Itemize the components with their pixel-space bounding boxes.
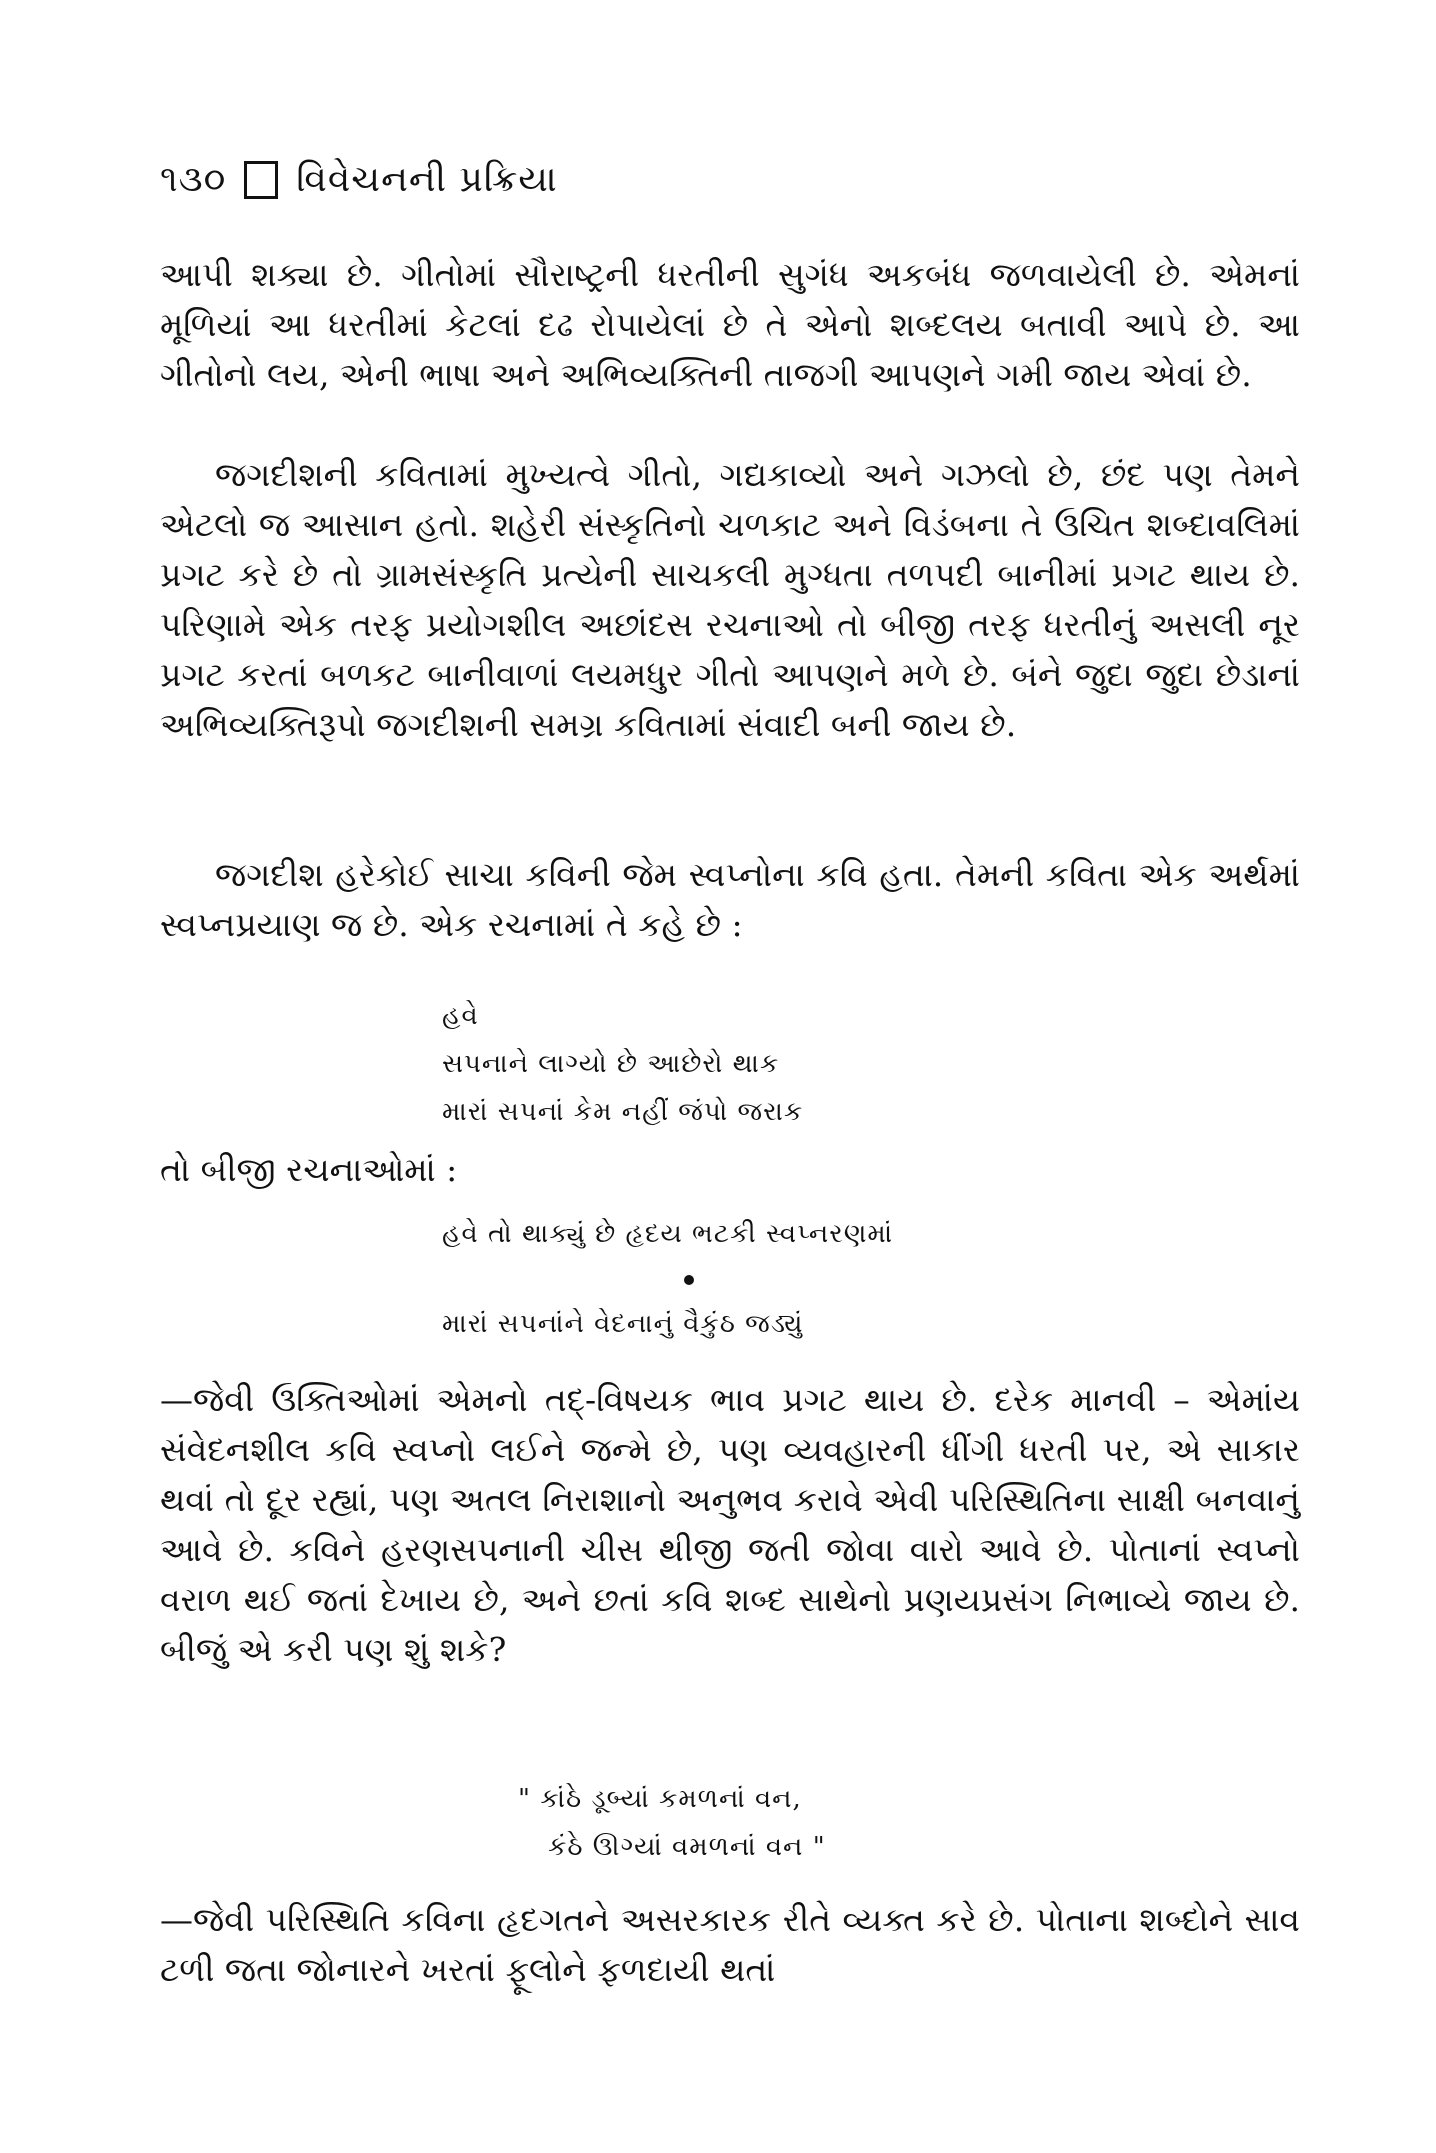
page-number: ૧૩૦: [160, 159, 227, 200]
paragraph-2: જગદીશની કવિતામાં મુખ્યત્વે ગીતો, ગદ્યકાવ્યો અને ગઝલો છે, છંદ પણ તેમને એટલો જ આસાન હતો. શહેરી સંસ્કૃતિનો ચળકાટ અને વિડંબના તે ઉચિત શબ્દાવલિમાં પ્રગટ કરે છે તો ગ્રામસંસ્કૃતિ પ્રત્યેની સાચકલી મુગ્ધતા તળપદી બાનીમાં પ્રગટ થાય છે. પરિણામે એક તરફ પ્રયોગશીલ અછાંદસ રચનાઓ તો બીજી તરફ ધરતીનું અસલી નૂર પ્રગટ કરતાં બળકટ બાનીવાળાં લયમધુર ગીતો આપણને મળે છે. બંને જુદા જુદા છેડાનાં અભિવ્યક્તિરૂપો જગદીશની સમગ્ર કવિતામાં સંવાદી બની જાય છે.: [160, 455, 1300, 744]
verse-quote-3: [518, 1775, 826, 1871]
verse-line: હવે તો થાક્યું છે હૃદય ભટકી સ્વપ્નરણમાં: [442, 1219, 894, 1249]
paragraph-5: —જેવી ઉક્તિઓમાં એમનો તદ્-વિષયક ભાવ પ્રગટ થાય છે. દરેક માનવી – એમાંય સંવેદનશીલ કવિ સ્વપ્નો લઈને જન્મે છે, પણ વ્યવહારની ધીંગી ધરતી પર, એ સાકાર થવાં તો દૂર રહ્યાં, પણ અતલ નિરાશાનો અનુભવ કરાવે એવી પરિસ્થિતિના સાક્ષી બનવાનું આવે છે. કવિને હરણસપનાની ચીસ થીજી જતી જોવા વારો આવે છે. પોતાનાં સ્વપ્નો વરાળ થઈ જતાં દેખાય છે, અને છતાં કવિ શબ્દ સાથેનો પ્રણયપ્રસંગ નિભાવ્યે જાય છે. બીજું એ કરી પણ શું શકે?: [160, 1380, 1300, 1669]
paragraph-1: આપી શક્યા છે. ગીતોમાં સૌરાષ્ટ્રની ધરતીની સુગંધ અકબંધ જળવાયેલી છે. એમનાં મૂળિયાં આ ધરતીમાં કેટલાં દઢ રોપાયેલાં છે તે એનો શબ્દલય બતાવી આપે છે. આ ગીતોનો લય, એની ભાષા અને અભિવ્યક્તિની તાજગી આપણને ગમી જાય એવાં છે.: [160, 255, 1300, 394]
bullet-separator: [684, 1275, 694, 1285]
paragraph-4: તો બીજી રચનાઓમાં :: [160, 1150, 458, 1189]
verse-line: " કાંઠે ડૂબ્યાં કમળનાં વન,: [518, 1784, 802, 1814]
verse-quote-1: [442, 992, 803, 1136]
verse-line: મારાં સપનાં કેમ નહીં જંપો જરાક: [442, 1097, 804, 1127]
verse-quote-2a: [442, 1210, 893, 1258]
verse-line: સપનાને લાગ્યો છે આછેરો થાક: [442, 1049, 780, 1079]
paragraph-6: —જેવી પરિસ્થિતિ કવિના હૃદગતને અસરકારક રીતે વ્યક્ત કરે છે. પોતાના શબ્દોને સાવ ટળી જતા જોનારને ખરતાં ફૂલોને ફળદાયી થતાં: [160, 1900, 1300, 1989]
verse-line: કંઠે ઊગ્યાં વમળનાં વન ": [548, 1832, 826, 1862]
running-title: વિવેચનની પ્રક્રિયા: [296, 159, 558, 200]
paragraph-3: જગદીશ હરેકોઈ સાચા કવિની જેમ સ્વપ્નોના કવિ હતા. તેમની કવિતા એક અર્થમાં સ્વપ્નપ્રયાણ જ છે. એક રચનામાં તે કહે છે :: [160, 855, 1300, 944]
verse-line: મારાં સપનાંને વેદનાનું વૈકુંઠ જડ્યું: [442, 1309, 804, 1339]
verse-quote-2b: [442, 1300, 803, 1348]
verse-line: હવે: [442, 1001, 479, 1031]
page-header: [160, 150, 558, 210]
square-ornament-icon: [244, 161, 278, 199]
